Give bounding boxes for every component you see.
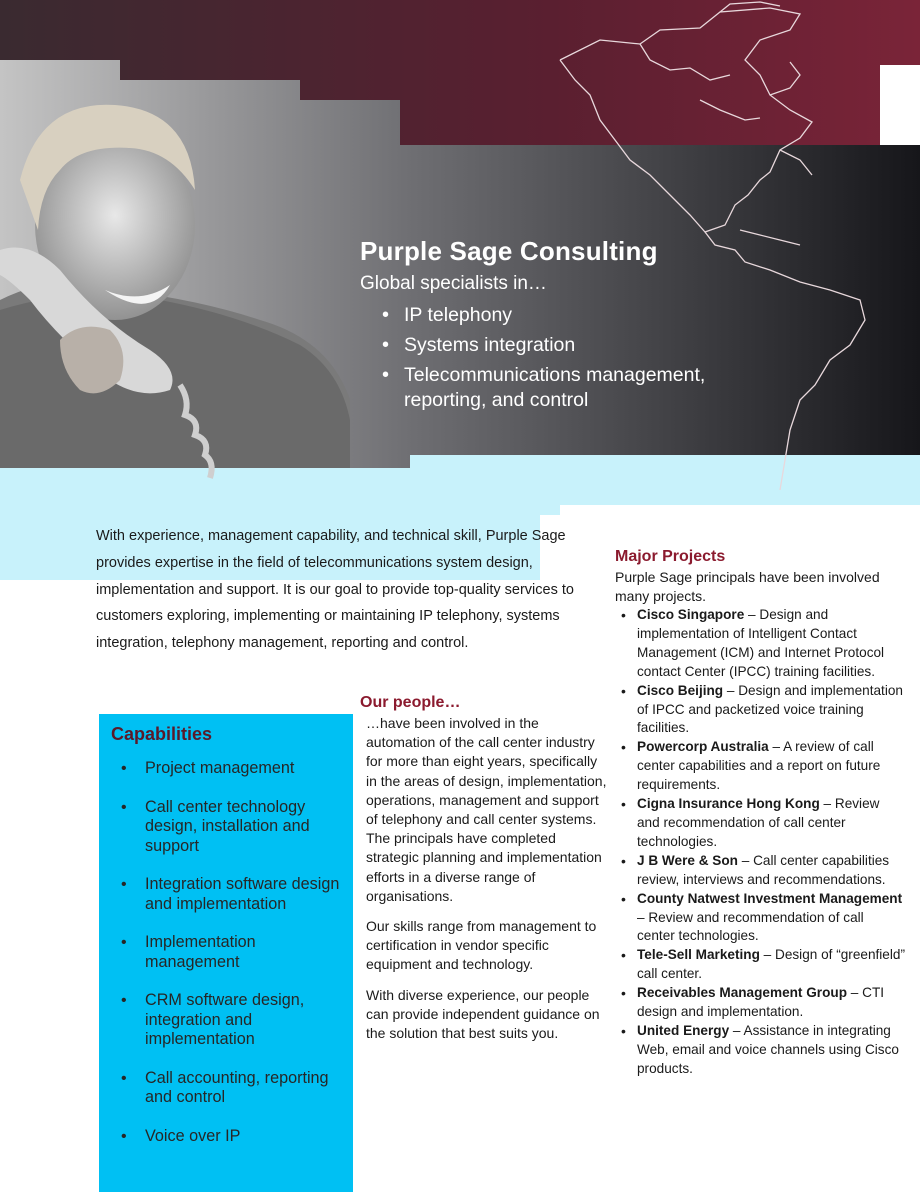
project-item [619,1022,905,1079]
projects-intro: Purple Sage principals have been involved many projects. [615,569,880,604]
project-client: Tele-Sell Marketing [637,947,760,963]
project-client: County Natwest Investment Management [637,890,903,906]
project-description: – Design and implementation of IPCC and packetized voice training facilities. [637,682,903,736]
header-banner [0,0,920,580]
capability-item: • Integration software design and implementation [121,875,341,914]
project-item [619,984,905,1022]
company-name: Purple Sage Consulting [360,236,658,266]
major-projects-section [615,548,905,1079]
capability-item: • Call accounting, reporting and control [121,1069,341,1108]
service-item: • Telecommunications management, reporting, and control [382,363,780,413]
project-client: J B Were & Son [637,852,738,868]
project-item [619,795,905,852]
project-client: Cisco Singapore [637,607,745,622]
our-people-section [360,694,608,1054]
people-paragraph: Our skills range from management to certification in vendor specific equipment and technology. [366,918,597,973]
capabilities-list [121,759,341,1146]
hero-text [360,236,780,418]
project-description: – Review and recommendation of call center technologies. [637,796,880,849]
intro-paragraph: With experience, management capability, and technical skill, Purple Sage provides expertise in the field of telecommunications system design, implementation and support. It is our goal to provide top-quality services to customers exploring, implementing or maintaining IP telephony, systems integration, telephony management, reporting and control. [96,528,574,652]
project-client: United Energy [637,1022,730,1038]
project-description: – A review of call center capabilities and a report on future requirements. [637,739,881,793]
people-paragraph: …have been involved in the automation of the call center industry for more than eight years, specifically in the areas of design, implementation, operations, management and support of telephony and call center systems. The principals have completed strategic planning and implementation efforts in a diverse range of organisations. [366,715,607,904]
project-description: – CTI design and implementation. [637,985,885,1020]
project-item [619,738,905,795]
project-item [619,890,905,947]
project-client: Cisco Beijing [637,682,724,698]
capabilities-title: Capabilities [111,724,213,744]
hero-subtitle: Global specialists in… [360,273,547,294]
project-item [619,946,905,984]
major-projects-title: Major Projects [615,548,726,565]
project-description: – Call center capabilities review, interviews and recommendations. [637,852,890,887]
capability-item: • Project management [121,759,341,779]
projects-list [619,606,905,1079]
people-paragraph: With diverse experience, our people can provide independent guidance on the solution that best suits you. [366,986,600,1042]
project-item [619,682,905,739]
capability-item: • Voice over IP [121,1127,341,1147]
project-description: – Design and implementation of Intelligent Contact Management (ICM) and Internet Protocol contact Center (IPCC) training facilities. [637,607,885,679]
capabilities-box [99,714,353,1192]
our-people-title: Our people… [360,694,461,711]
services-list [382,303,780,413]
project-item [619,606,905,682]
capability-item: • CRM software design, integration and implementation [121,991,341,1050]
project-item [619,852,905,890]
project-description: – Review and recommendation of call center technologies. [637,909,864,944]
capability-item: • Implementation management [121,933,341,972]
project-client: Powercorp Australia [637,739,769,755]
project-client: Receivables Management Group [637,985,848,1001]
project-client: Cigna Insurance Hong Kong [637,796,820,812]
project-description: – Assistance in integrating Web, email and voice channels using Cisco products. [637,1022,899,1076]
capability-item: • Call center technology design, installation and support [121,798,341,857]
service-item: • Systems integration [382,333,780,358]
service-item: • IP telephony [382,303,780,328]
project-description: – Design of “greenfield” call center. [637,947,905,982]
